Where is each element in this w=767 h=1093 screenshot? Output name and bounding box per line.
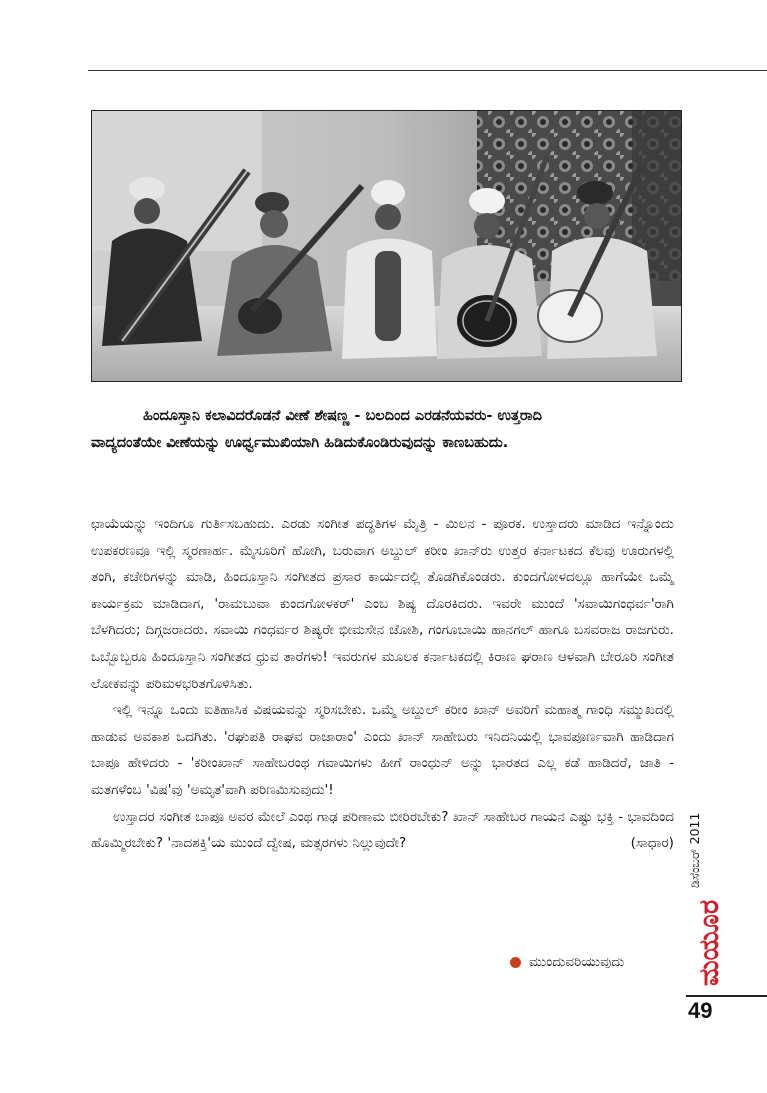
page-number: 49 [688,998,713,1023]
bottom-rule [686,995,767,997]
masthead-date: ಡಿಸೆಂಬರ್ 2011 [687,812,702,888]
caption-line-2: ವಾದ್ಯದಂತೆಯೇ ವೀಣೆಯನ್ನು ಊರ್ಧ್ವಮುಖಿಯಾಗಿ ಹಿಡಿದುಕೊಂಡಿರುವುದನ್ನು ಕಾಣಬಹುದು. [91,435,509,451]
photo-caption [91,403,686,457]
paragraph-3-text: ಉಸ್ತಾದರ ಸಂಗೀತ ಬಾಪೂ ಅವರ ಮೇಲೆ ಎಂಥ ಗಾಢ ಪರಿಣಾಮ ಬೀರಿರಬೇಕು? ಖಾನ್ ಸಾಹೇಬರ ಗಾಯನ ಎಷ್ಟು ಭಕ್ತಿ - ಭಾವದಿಂದ ಹೊಮ್ಮಿರಬೇಕು? 'ನಾದಶಕ್ತಿ'ಯ ಮುಂದೆ ದ್ವೇಷ, ಮತ್ಸರಗಳು ನಿಲ್ಲುವುದೇ? [91,808,674,852]
paragraph-3 [91,804,674,857]
caption-line-1: ಹಿಂದೂಸ್ತಾನಿ ಕಲಾವಿದರೊಡನೆ ವೀಣೆ ಶೇಷಣ್ಣ - ಬಲದಿಂದ ಎರಡನೆಯವರು- ಉತ್ತರಾದಿ [143,408,542,424]
top-rule [88,70,767,71]
masthead-title: ಮಯೂರ [694,899,725,986]
continued-note [510,952,624,972]
paragraph-1: ಛಾಯೆಯನ್ನು ಇಂದಿಗೂ ಗುರ್ತಿಸಬಹುದು. ಎರಡು ಸಂಗೀತ ಪದ್ಧತಿಗಳ ಮೈತ್ರಿ - ಮಿಲನ - ಪೂರಕ. ಉಸ್ತಾದರು ಮಾಡಿದ ಇನ್ನೊಂದು ಉಪಕರಣವೂ ಇಲ್ಲಿ ಸ್ಮರಣಾರ್ಹ. ಮೈಸೂರಿಗೆ ಹೋಗಿ, ಬರುವಾಗ ಅಬ್ದುಲ್ ಕರೀಂ ಖಾನ್‌ರು ಉತ್ತರ ಕರ್ನಾಟಕದ ಕೆಲವು ಊರುಗಳಲ್ಲಿ ತಂಗಿ, ಕಚೇರಿಗಳನ್ನು ಮಾಡಿ, ಹಿಂದೂಸ್ತಾನಿ ಸಂಗೀತದ ಪ್ರಸಾರ ಕಾರ್ಯದಲ್ಲಿ ತೊಡಗಿಕೊಂಡರು. ಕುಂದಗೋಳದಲ್ಲೂ ಹಾಗೆಯೇ ಒಮ್ಮೆ ಕಾರ್ಯಕ್ರಮ ಮಾಡಿದಾಗ, 'ರಾಮಬುವಾ ಕುಂದಗೋಳಕರ್' ಎಂಬ ಶಿಷ್ಯ ದೊರಕಿದರು. ಇವರೇ ಮುಂದೆ 'ಸವಾಯಿಗಂಧರ್ವ'ರಾಗಿ ಬೆಳಗಿದರು; ದಿಗ್ಗಜರಾದರು. ಸವಾಯಿ ಗಂಧರ್ವರ ಶಿಷ್ಯರೇ ಭೀಮಸೇನ ಜೋಶಿ, ಗಂಗೂಬಾಯಿ ಹಾನಗಲ್ ಹಾಗೂ ಬಸವರಾಜ ರಾಜಗುರು. ಒಬ್ಬೊಬ್ಬರೂ ಹಿಂದೂಸ್ತಾನಿ ಸಂಗೀತದ ಧ್ರುವ ತಾರೆಗಳು! ಇವರುಗಳ ಮೂಲಕ ಕರ್ನಾಟಕದಲ್ಲಿ ಕಿರಾಣ ಘರಾಣ ಆಳವಾಗಿ ಬೇರೂರಿ ಸಂಗೀತ ಲೋಕವನ್ನು ಪರಿಮಳಭರಿತಗೊಳಿಸಿತು. [91,516,674,692]
bullet-dot-icon [510,957,521,968]
continued-label: ಮುಂದುವರಿಯುವುದು [529,954,625,970]
historical-photo-musicians [91,110,682,382]
paragraph-2: ಇಲ್ಲಿ ಇನ್ನೂ ಒಂದು ಐತಿಹಾಸಿಕ ವಿಷಯವನ್ನು ಸ್ಮರಿಸಬೇಕು. ಒಮ್ಮೆ ಅಬ್ದುಲ್ ಕರೀಂ ಖಾನ್ ಅವರಿಗೆ ಮಹಾತ್ಮ ಗಾಂಧಿ ಸಮ್ಮುಖದಲ್ಲಿ ಹಾಡುವ ಅವಕಾಶ ಒದಗಿತು. 'ರಘುಪತಿ ರಾಘವ ರಾಜಾರಾಂ' ಎಂದು ಖಾನ್ ಸಾಹೇಬರು ಇನಿದನಿಯಲ್ಲಿ ಭಾವಪೂರ್ಣವಾಗಿ ಹಾಡಿದಾಗ ಬಾಪೂ ಹೇಳಿದರು - 'ಕರೀಂಖಾನ್ ಸಾಹೇಬರಂಥ ಗವಾಯಿಗಳು ಹೀಗೆ ರಾಂಧುನ್ ಅನ್ನು ಭಾರತದ ಎಲ್ಲ ಕಡೆ ಹಾಡಿದರೆ, ಜಾತಿ - ಮತಗಳೆಂಬ 'ವಿಷ'ವು 'ಅಮೃತ'ವಾಗಿ ಪರಿಣಮಿಸುವುದು'! [91,702,674,798]
article-body [91,511,674,857]
signoff: (ಸಾಧಾರ) [630,835,674,852]
masthead-vertical [681,788,725,988]
